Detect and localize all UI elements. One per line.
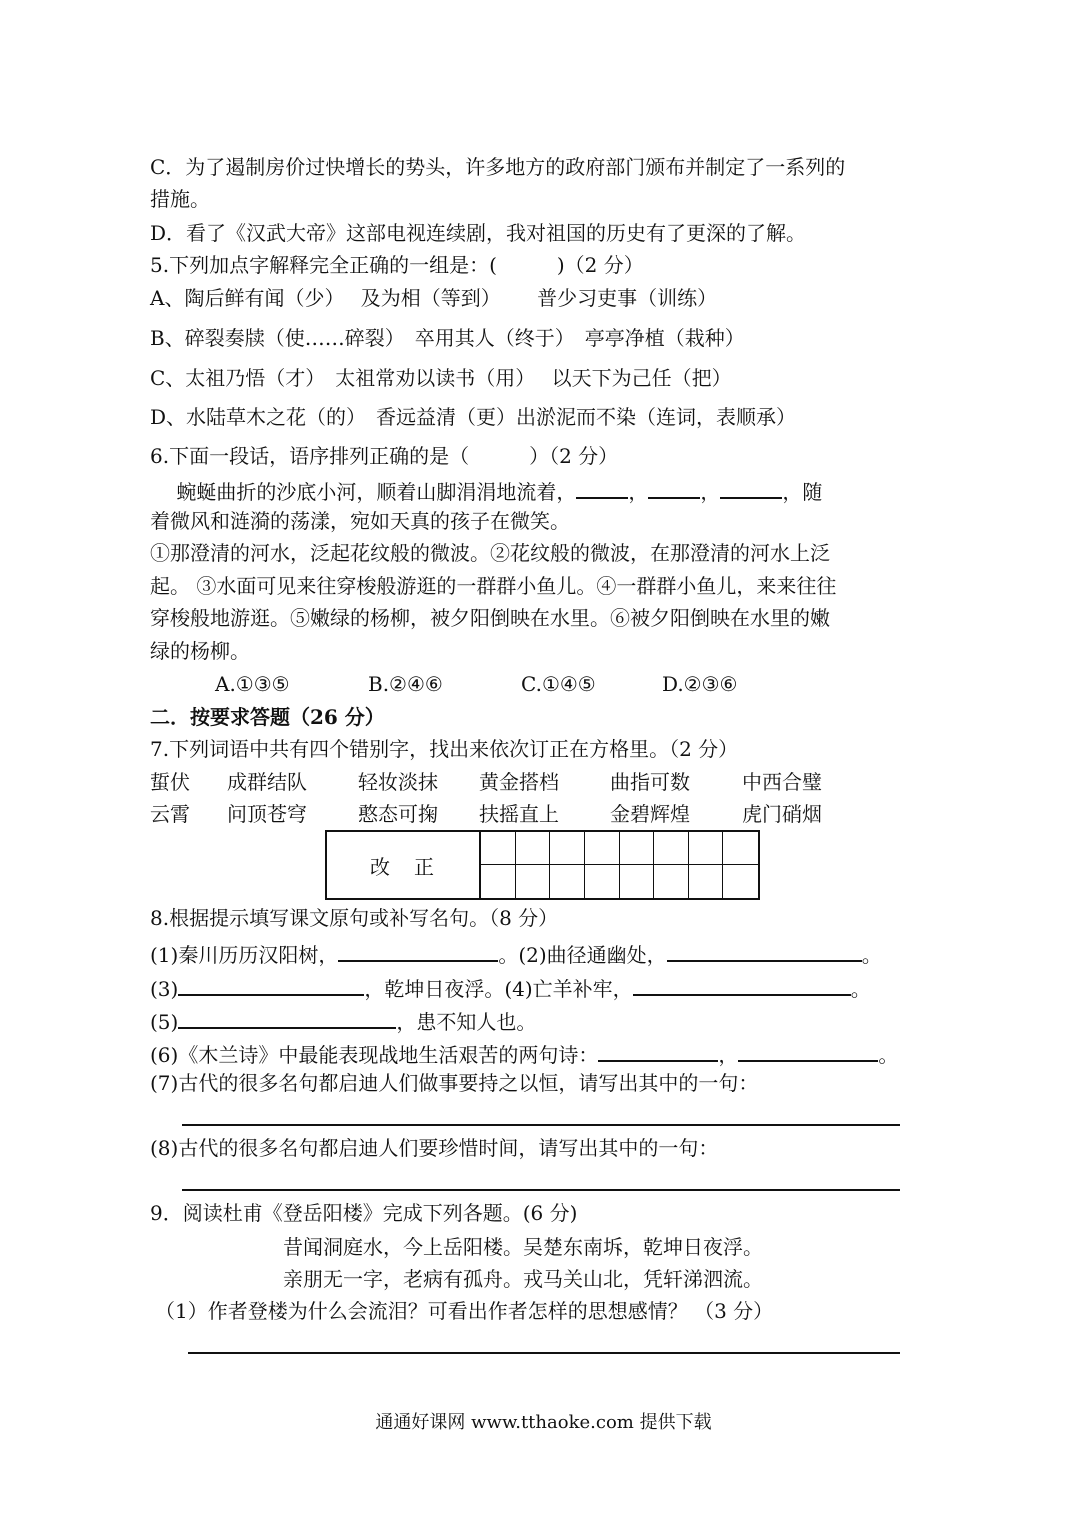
q7-word-r1-5: 曲指可数 xyxy=(610,770,690,794)
q8-blank-4[interactable] xyxy=(633,974,851,996)
q8-line-2 xyxy=(150,974,871,1001)
q8-text-4c: 。 xyxy=(878,1043,899,1067)
q5-option-a: A、陶后鲜有闻（少） 及为相（等到） 普少习吏事（训练） xyxy=(150,286,718,310)
q8-text-1b: 。(2)曲径通幽处， xyxy=(498,943,667,967)
q5-option-c: C、太祖乃悟（才） 太祖常劝以读书（用） 以天下为己任（把） xyxy=(150,366,732,390)
q6-passage-start: 蜿蜒曲折的沙底小河，顺着山脚涓涓地流着， xyxy=(150,480,577,504)
q8-text-2b: ，乾坤日夜浮。(4)亡羊补牢， xyxy=(364,977,633,1001)
q8-item-7: (7)古代的很多名句都启迪人们做事要持之以恒，请写出其中的一句： xyxy=(150,1071,759,1095)
q7-word-r2-3: 憨态可掬 xyxy=(358,802,438,826)
grid-cell[interactable] xyxy=(585,865,620,898)
q7-word-r1-6: 中西合璧 xyxy=(742,770,822,794)
q5-option-d: D、水陆草木之花（的） 香远益清（更）出淤泥而不染（连词，表顺承） xyxy=(150,405,797,429)
q7-word-r2-6: 虎门硝烟 xyxy=(742,802,822,826)
q8-text-2a: (3) xyxy=(150,977,179,1001)
q7-word-r2-1: 云霄 xyxy=(150,802,190,826)
grid-cell[interactable] xyxy=(516,865,551,898)
q6-choice-d: D.②③⑥ xyxy=(662,672,738,696)
q6-choice-c: C.①④⑤ xyxy=(521,672,596,696)
q7-word-r2-4: 扶摇直上 xyxy=(479,802,559,826)
grid-cell[interactable] xyxy=(689,832,724,865)
q8-text-1c: 。 xyxy=(861,943,882,967)
q8-text-4b: ， xyxy=(718,1043,739,1067)
q5-stem: 5.下列加点字解释完全正确的一组是：( )（2 分） xyxy=(150,253,644,277)
q8-item-8: (8)古代的很多名句都启迪人们要珍惜时间，请写出其中的一句： xyxy=(150,1136,719,1160)
q6-sep-1: ， xyxy=(628,480,649,504)
footer-source: 通通好课网 www.tthaoke.com 提供下载 xyxy=(375,1412,712,1433)
q8-blank-3[interactable] xyxy=(178,974,364,996)
q4-option-c-line2: 措施。 xyxy=(150,187,210,211)
q6-blank-1[interactable] xyxy=(576,477,628,499)
grid-cell[interactable] xyxy=(516,832,551,865)
q8-text-3a: (5) xyxy=(150,1010,179,1034)
q7-word-r2-2: 问顶苍穹 xyxy=(227,802,307,826)
q9-answer-line-1[interactable] xyxy=(188,1352,900,1354)
grid-cell[interactable] xyxy=(481,865,516,898)
q8-blank-1[interactable] xyxy=(338,940,498,962)
grid-cell[interactable] xyxy=(550,832,585,865)
q8-text-1a: (1)秦川历历汉阳树， xyxy=(150,943,339,967)
q8-text-2c: 。 xyxy=(850,977,871,1001)
q6-stem: 6.下面一段话，语序排列正确的是（ ）（2 分） xyxy=(150,444,619,468)
correction-grid xyxy=(325,830,760,900)
q8-text-4a: (6)《木兰诗》中最能表现战地生活艰苦的两句诗： xyxy=(150,1043,599,1067)
q6-blank-3[interactable] xyxy=(720,477,782,499)
q6-blank-2[interactable] xyxy=(648,477,700,499)
grid-cell[interactable] xyxy=(481,832,516,865)
q6-sentences-line2: 起。 ③水面可见来往穿梭般游逛的一群群小鱼儿。④一群群小鱼儿，来来往往 xyxy=(150,574,837,598)
grid-cell[interactable] xyxy=(550,865,585,898)
grid-cell[interactable] xyxy=(654,865,689,898)
q8-stem: 8.根据提示填写课文原句或补写名句。（8 分） xyxy=(150,906,559,930)
q8-text-3b: ，患不知人也。 xyxy=(396,1010,537,1034)
grid-cell[interactable] xyxy=(689,865,724,898)
q9-poem-line1: 昔闻洞庭水，今上岳阳楼。吴楚东南坼，乾坤日夜浮。 xyxy=(283,1235,763,1259)
q4-option-c-line1: C．为了遏制房价过快增长的势头，许多地方的政府部门颁布并制定了一系列的 xyxy=(150,155,846,179)
q6-sep-2: ， xyxy=(700,480,721,504)
q6-passage-line2: 着微风和涟漪的荡漾，宛如天真的孩子在微笑。 xyxy=(150,509,570,533)
q9-poem-line2: 亲朋无一字，老病有孤舟。戎马关山北，凭轩涕泗流。 xyxy=(283,1267,763,1291)
section-2-heading: 二．按要求答题（26 分） xyxy=(150,705,385,729)
q7-word-r1-3: 轻妆淡抹 xyxy=(358,770,438,794)
grid-cell[interactable] xyxy=(723,832,758,865)
q7-word-r1-2: 成群结队 xyxy=(227,770,307,794)
q8-blank-2[interactable] xyxy=(667,940,862,962)
grid-cell[interactable] xyxy=(620,832,655,865)
q6-choice-b: B.②④⑥ xyxy=(368,672,443,696)
correction-grid-label: 改 正 xyxy=(327,832,481,898)
grid-cell[interactable] xyxy=(585,832,620,865)
q7-word-r2-5: 金碧辉煌 xyxy=(610,802,690,826)
q8-answer-line-8[interactable] xyxy=(182,1189,900,1191)
grid-cell[interactable] xyxy=(620,865,655,898)
q4-option-d: D．看了《汉武大帝》这部电视连续剧，我对祖国的历史有了更深的了解。 xyxy=(150,221,807,245)
q5-option-b: B、碎裂奏牍（使……碎裂） 卒用其人（终于） 亭亭净植（栽种） xyxy=(150,326,745,350)
correction-grid-cells xyxy=(481,832,758,898)
q8-line-1 xyxy=(150,940,882,967)
q7-word-r1-4: 黄金搭档 xyxy=(479,770,559,794)
q9-stem: 9．阅读杜甫《登岳阳楼》完成下列各题。(6 分) xyxy=(150,1201,578,1225)
q8-blank-5[interactable] xyxy=(178,1007,396,1029)
q6-choice-a: A.①③⑤ xyxy=(215,672,290,696)
q6-sentences-line3: 穿梭般地游逛。⑤嫩绿的杨柳，被夕阳倒映在水里。⑥被夕阳倒映在水里的嫩 xyxy=(150,606,830,630)
q8-line-3 xyxy=(150,1007,536,1034)
q7-word-r1-1: 蜇伏 xyxy=(150,770,190,794)
grid-cell[interactable] xyxy=(654,832,689,865)
q6-sentences-line4: 绿的杨柳。 xyxy=(150,639,250,663)
q8-answer-line-7[interactable] xyxy=(182,1124,900,1126)
q6-passage-end: ，随 xyxy=(782,480,823,504)
grid-cell[interactable] xyxy=(723,865,758,898)
q9-sub-question-1: （1）作者登楼为什么会流泪？可看出作者怎样的思想感情？ （3 分） xyxy=(155,1299,774,1323)
q6-sentences-line1: ①那澄清的河水，泛起花纹般的微波。②花纹般的微波，在那澄清的河水上泛 xyxy=(150,541,830,565)
q8-blank-6[interactable] xyxy=(598,1040,718,1062)
q6-passage-line1 xyxy=(150,477,822,504)
q8-line-4 xyxy=(150,1040,898,1067)
q8-blank-7[interactable] xyxy=(738,1040,878,1062)
q7-stem: 7.下列词语中共有四个错别字，找出来依次订正在方格里。（2 分） xyxy=(150,737,739,761)
